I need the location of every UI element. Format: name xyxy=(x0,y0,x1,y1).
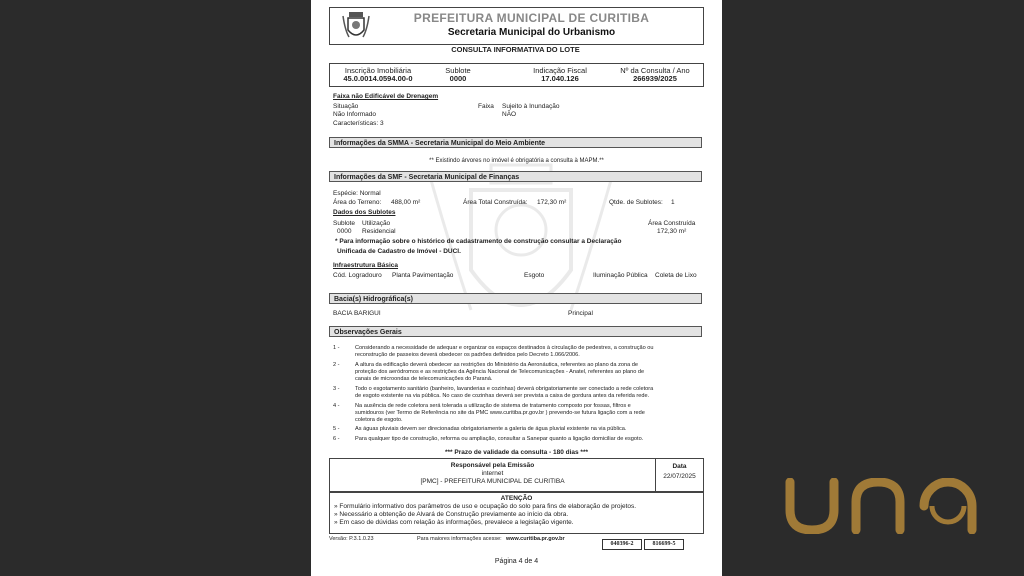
code-box-2: 816699-5 xyxy=(644,539,684,550)
area-terreno-label: Área do Terreno: xyxy=(333,199,382,206)
obs-line: coletora de esgoto. xyxy=(355,417,403,423)
row-utilizacao: Residencial xyxy=(362,228,396,235)
obs-number: 5 - xyxy=(333,426,340,432)
faixa-title: Faixa não Edificável de Drenagem xyxy=(333,93,439,100)
versao: Versão: P.3.1.0.23 xyxy=(329,536,374,542)
obs-number: 2 - xyxy=(333,362,340,368)
smma-section-header: Informações da SMMA - Secretaria Municipal do Meio Ambiente xyxy=(329,137,702,148)
qtde-value: 1 xyxy=(671,199,675,206)
indicacao-label: Indicação Fiscal xyxy=(533,66,587,75)
observacoes-section-header: Observações Gerais xyxy=(329,326,702,337)
document-page xyxy=(311,0,722,576)
col-utilizacao: Utilização xyxy=(362,220,391,227)
infra-title: Infraestrutura Básica xyxy=(333,262,399,269)
obs-item-3 xyxy=(333,386,693,402)
duci-note-line2: Unificada de Cadastro de Imóvel - DUCI. xyxy=(337,248,461,255)
obs-line: de esgoto existente na via pública. No caso de cozinhas deverá ser prevista a caixa de gordura antes da referida rede. xyxy=(355,393,650,399)
header-title: PREFEITURA MUNICIPAL DE CURITIBA xyxy=(413,11,650,25)
validade-note: *** Prazo de validade da consulta - 180 dias *** xyxy=(444,449,589,456)
obs-line: Todo o esgotamento sanitário (banheiro, lavanderias e cozinhas) deverá obrigatoriamente ser conectado a rede coletora xyxy=(355,386,654,392)
indicacao-value: 17.040.126 xyxy=(541,74,579,83)
obs-number: 6 - xyxy=(333,436,340,442)
qtde-label: Qtde. de Sublotes: xyxy=(609,199,663,206)
infra-lixo: Coleta de Lixo xyxy=(655,272,697,279)
row-sublote: 0000 xyxy=(337,228,352,235)
obs-item-5 xyxy=(333,426,693,434)
inscricao-label: Inscrição Imobiliária xyxy=(344,66,412,75)
col-sublote: Sublote xyxy=(333,220,356,227)
responsavel-label: Responsável pela Emissão xyxy=(450,462,535,469)
infra-ilum: Iluminação Pública xyxy=(593,272,648,279)
obs-line: A altura da edificação deverá obedecer as restrições do Ministério da Aeronáutica, referentes ao plano da zona de xyxy=(355,362,638,368)
bacia-type: Principal xyxy=(568,310,593,317)
inscricao-value: 45.0.0014.0594.00-0 xyxy=(343,74,413,83)
data-value: 22/07/2025 xyxy=(663,473,696,480)
obs-item-4 xyxy=(333,403,693,425)
document-title: CONSULTA INFORMATIVA DO LOTE xyxy=(451,45,580,54)
mais-info-label: Para maiores informações acesse: xyxy=(417,536,502,542)
especie: Espécie: Normal xyxy=(333,190,381,197)
consulta-value: 266939/2025 xyxy=(633,74,677,83)
responsavel-via: internet xyxy=(481,470,504,477)
infra-esgoto: Esgoto xyxy=(524,272,545,279)
una-brand-logo xyxy=(784,478,980,534)
data-label: Data xyxy=(672,463,687,470)
lot-info-box xyxy=(329,63,704,87)
smf-section-header: Informações da SMF - Secretaria Municipal de Finanças xyxy=(329,171,702,182)
obs-line: canais de microondas de telecomunicações do Paraná. xyxy=(355,376,493,382)
obs-item-2 xyxy=(333,362,693,384)
caracteristicas: Características: 3 xyxy=(333,120,384,127)
row-area: 172,30 m² xyxy=(657,228,687,235)
consulta-label: Nº da Consulta / Ano xyxy=(620,66,690,75)
indicacao-field xyxy=(520,67,600,83)
area-terreno-value: 488,00 m² xyxy=(391,199,421,206)
obs-line: reconstrução de passeios deverá obedecer os padrões definidos pelo Decreto 1.066/2006. xyxy=(355,352,580,358)
document-header xyxy=(329,7,704,45)
responsavel-box xyxy=(329,458,704,492)
col-area: Área Construída xyxy=(648,220,696,227)
atencao-item: » Necessário a obtenção de Alvará de Construção previamente ao início da obra. xyxy=(334,511,569,518)
area-total-label: Área Total Construída: xyxy=(463,199,528,206)
infra-cod: Cód. Logradouro xyxy=(333,272,382,279)
atencao-box xyxy=(329,492,704,534)
inundacao-label: Sujeito à Inundação xyxy=(502,103,560,110)
sublote-field xyxy=(438,67,478,83)
sublote-value: 0000 xyxy=(449,74,467,83)
obs-number: 4 - xyxy=(333,403,340,409)
atencao-title: ATENÇÃO xyxy=(500,495,533,502)
faixa-label: Faixa xyxy=(478,103,494,110)
sublote-label: Sublote xyxy=(445,66,471,75)
duci-note-line1: * Para informação sobre o histórico de cadastramento de construção consultar a Declaração xyxy=(335,238,622,245)
consulta-field xyxy=(610,67,700,83)
smma-note: ** Existindo árvores no imóvel é obrigatória a consulta à MAPM.** xyxy=(429,158,604,164)
code-box-1: 040396-2 xyxy=(602,539,642,550)
page-number: Página 4 de 4 xyxy=(494,558,539,565)
obs-item-6 xyxy=(333,436,693,444)
obs-line: proteção dos aeródromos e as restrições da Agência Nacional de Telecomunicações - Anatel, referentes ao plano de xyxy=(355,369,645,375)
site-link[interactable]: www.curitiba.pr.gov.br xyxy=(506,536,565,542)
obs-item-1 xyxy=(333,345,693,361)
responsavel-orgao: [PMC] - PREFEITURA MUNICIPAL DE CURITIBA xyxy=(420,478,565,485)
dados-sublotes-title: Dados dos Sublotes xyxy=(333,209,396,216)
situacao-value: Não Informado xyxy=(333,111,376,118)
atencao-item: » Em caso de dúvidas com relação às informações, prevalece a legislação vigente. xyxy=(334,519,574,526)
inscricao-field xyxy=(338,67,418,83)
infra-pav: Planta Pavimentação xyxy=(392,272,454,279)
obs-line: sumidouros (ver Termo de Referência no site da PMC www.curitiba.pr.gov.br ) prevendo-se futura ligação com a rede xyxy=(355,410,645,416)
header-subtitle: Secretaria Municipal do Urbanismo xyxy=(447,27,616,38)
atencao-item: » Formulário informativo dos parâmetros de uso e ocupação do solo para fins de elaboração de projetos. xyxy=(334,503,637,510)
bacia-section-header: Bacia(s) Hidrográfica(s) xyxy=(329,293,702,304)
inundacao-value: NÃO xyxy=(502,111,517,118)
situacao-label: Situação xyxy=(333,103,359,110)
obs-line: Na ausência de rede coletora será tolerada a utilização de sistema de tratamento composto por fossas, filtros e xyxy=(355,403,631,409)
obs-line: Considerando a necessidade de adequar e organizar os espaços destinados à circulação de pedestres, a construção ou xyxy=(355,345,654,351)
area-total-value: 172,30 m² xyxy=(537,199,567,206)
bacia-name: BACIA BARIGUI xyxy=(333,310,381,317)
obs-line: Para qualquer tipo de construção, reforma ou ampliação, consultar a Sanepar quanto a ligação domiciliar de esgoto. xyxy=(355,436,644,442)
obs-number: 3 - xyxy=(333,386,340,392)
obs-line: As águas pluviais devem ser direcionadas obrigatoriamente a galeria de água pluvial existente na via pública. xyxy=(355,426,627,432)
obs-number: 1 - xyxy=(333,345,340,351)
